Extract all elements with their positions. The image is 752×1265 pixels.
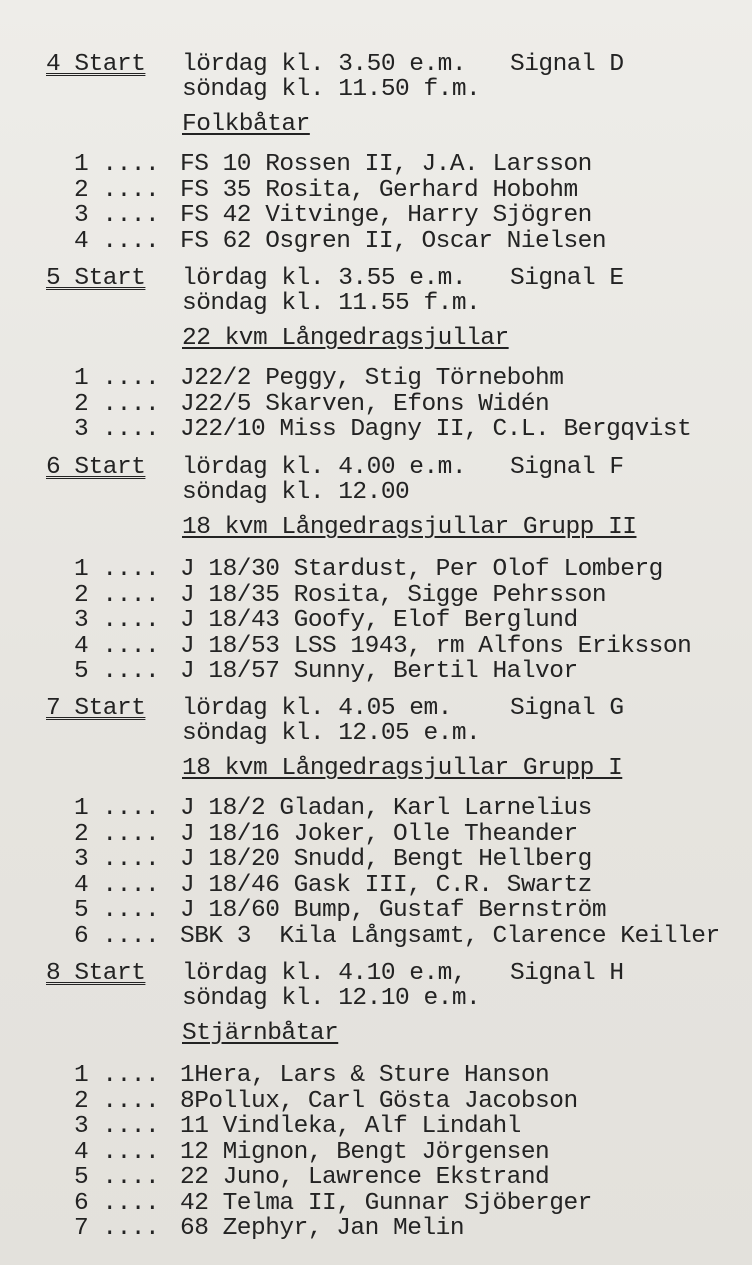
class-heading: 22 kvm Långedragsjullar (182, 325, 509, 352)
entry-text: J22/5 Skarven, Efons Widén (180, 390, 550, 418)
entry-number: 6 .... (74, 1189, 160, 1217)
signal-label: Signal G (510, 695, 624, 722)
entry-text: 68 Zephyr, Jan Melin (180, 1215, 465, 1242)
saturday-time: lördag kl. 3.50 e.m. (182, 51, 467, 78)
entry-text: J 18/16 Joker, Olle Theander (180, 820, 578, 848)
start-label: 7 Start (46, 695, 146, 722)
signal-label: Signal F (510, 454, 624, 481)
signal-label: Signal E (510, 265, 624, 292)
entry-number: 4 .... (74, 227, 160, 255)
class-heading: Folkbåtar (182, 111, 310, 138)
entry-number: 2 .... (74, 581, 160, 609)
entry-text: FS 42 Vitvinge, Harry Sjögren (180, 202, 592, 229)
class-heading: 18 kvm Långedragsjullar Grupp II (182, 514, 637, 541)
entry-text: J22/10 Miss Dagny II, C.L. Bergqvist (180, 416, 692, 443)
entry-text: J 18/2 Gladan, Karl Larnelius (180, 795, 592, 822)
entry-text: J 18/57 Sunny, Bertil Halvor (180, 658, 578, 685)
sunday-time: söndag kl. 12.00 (182, 479, 410, 506)
entry-text: FS 62 Osgren II, Oscar Nielsen (180, 227, 607, 255)
entry-number: 5 .... (74, 658, 160, 685)
sunday-time: söndag kl. 12.05 e.m. (182, 720, 481, 747)
entry-number: 6 .... (74, 922, 160, 950)
entry-number: 3 .... (74, 416, 160, 443)
entry-text: 42 Telma II, Gunnar Sjöberger (180, 1189, 592, 1217)
entry-number: 1 .... (74, 151, 160, 178)
saturday-time: lördag kl. 4.00 e.m. (182, 454, 467, 481)
start-label: 6 Start (46, 454, 146, 481)
entry-text: J 18/35 Rosita, Sigge Pehrsson (180, 581, 607, 609)
entry-number: 2 .... (74, 820, 160, 848)
entry-text: J 18/20 Snudd, Bengt Hellberg (180, 846, 592, 873)
entry-text: J22/2 Peggy, Stig Törnebohm (180, 365, 564, 392)
entry-number: 1 .... (74, 795, 160, 822)
saturday-time: lördag kl. 4.05 em. (182, 695, 452, 722)
entry-number: 3 .... (74, 1113, 160, 1140)
entry-text: J 18/60 Bump, Gustaf Bernström (180, 897, 607, 924)
saturday-time: lördag kl. 4.10 e.m, (182, 960, 467, 987)
entry-text: 1Hera, Lars & Sture Hanson (180, 1062, 550, 1089)
entry-number: 4 .... (74, 1138, 160, 1166)
entry-text: 12 Mignon, Bengt Jörgensen (180, 1138, 550, 1166)
start-label: 8 Start (46, 960, 146, 987)
entry-text: FS 10 Rossen II, J.A. Larsson (180, 151, 592, 178)
entry-number: 3 .... (74, 607, 160, 634)
class-heading: 18 kvm Långedragsjullar Grupp I (182, 755, 623, 782)
sunday-time: söndag kl. 12.10 e.m. (182, 985, 481, 1012)
sunday-time: söndag kl. 11.55 f.m. (182, 290, 481, 317)
entry-text: 11 Vindleka, Alf Lindahl (180, 1113, 521, 1140)
class-heading: Stjärnbåtar (182, 1020, 339, 1047)
start-label: 5 Start (46, 265, 146, 292)
saturday-time: lördag kl. 3.55 e.m. (182, 265, 467, 292)
signal-label: Signal D (510, 51, 624, 78)
entry-number: 5 .... (74, 1164, 160, 1191)
entry-number: 5 .... (74, 897, 160, 924)
entry-text: J 18/53 LSS 1943, rm Alfons Eriksson (180, 632, 692, 660)
entry-number: 7 .... (74, 1215, 160, 1242)
entry-text: J 18/30 Stardust, Per Olof Lomberg (180, 556, 663, 583)
entry-number: 2 .... (74, 176, 160, 204)
entry-text: SBK 3 Kila Långsamt, Clarence Keiller (180, 922, 720, 950)
entry-number: 3 .... (74, 846, 160, 873)
entry-text: FS 35 Rosita, Gerhard Hobohm (180, 176, 578, 204)
entry-text: J 18/43 Goofy, Elof Berglund (180, 607, 578, 634)
entry-number: 2 .... (74, 1087, 160, 1115)
entry-text: 8Pollux, Carl Gösta Jacobson (180, 1087, 578, 1115)
sunday-time: söndag kl. 11.50 f.m. (182, 76, 481, 103)
start-label: 4 Start (46, 51, 146, 78)
entry-number: 1 .... (74, 365, 160, 392)
entry-number: 1 .... (74, 556, 160, 583)
signal-label: Signal H (510, 960, 624, 987)
entry-text: 22 Juno, Lawrence Ekstrand (180, 1164, 550, 1191)
entry-number: 4 .... (74, 871, 160, 899)
entry-number: 3 .... (74, 202, 160, 229)
entry-number: 2 .... (74, 390, 160, 418)
entry-number: 1 .... (74, 1062, 160, 1089)
entry-text: J 18/46 Gask III, C.R. Swartz (180, 871, 592, 899)
entry-number: 4 .... (74, 632, 160, 660)
